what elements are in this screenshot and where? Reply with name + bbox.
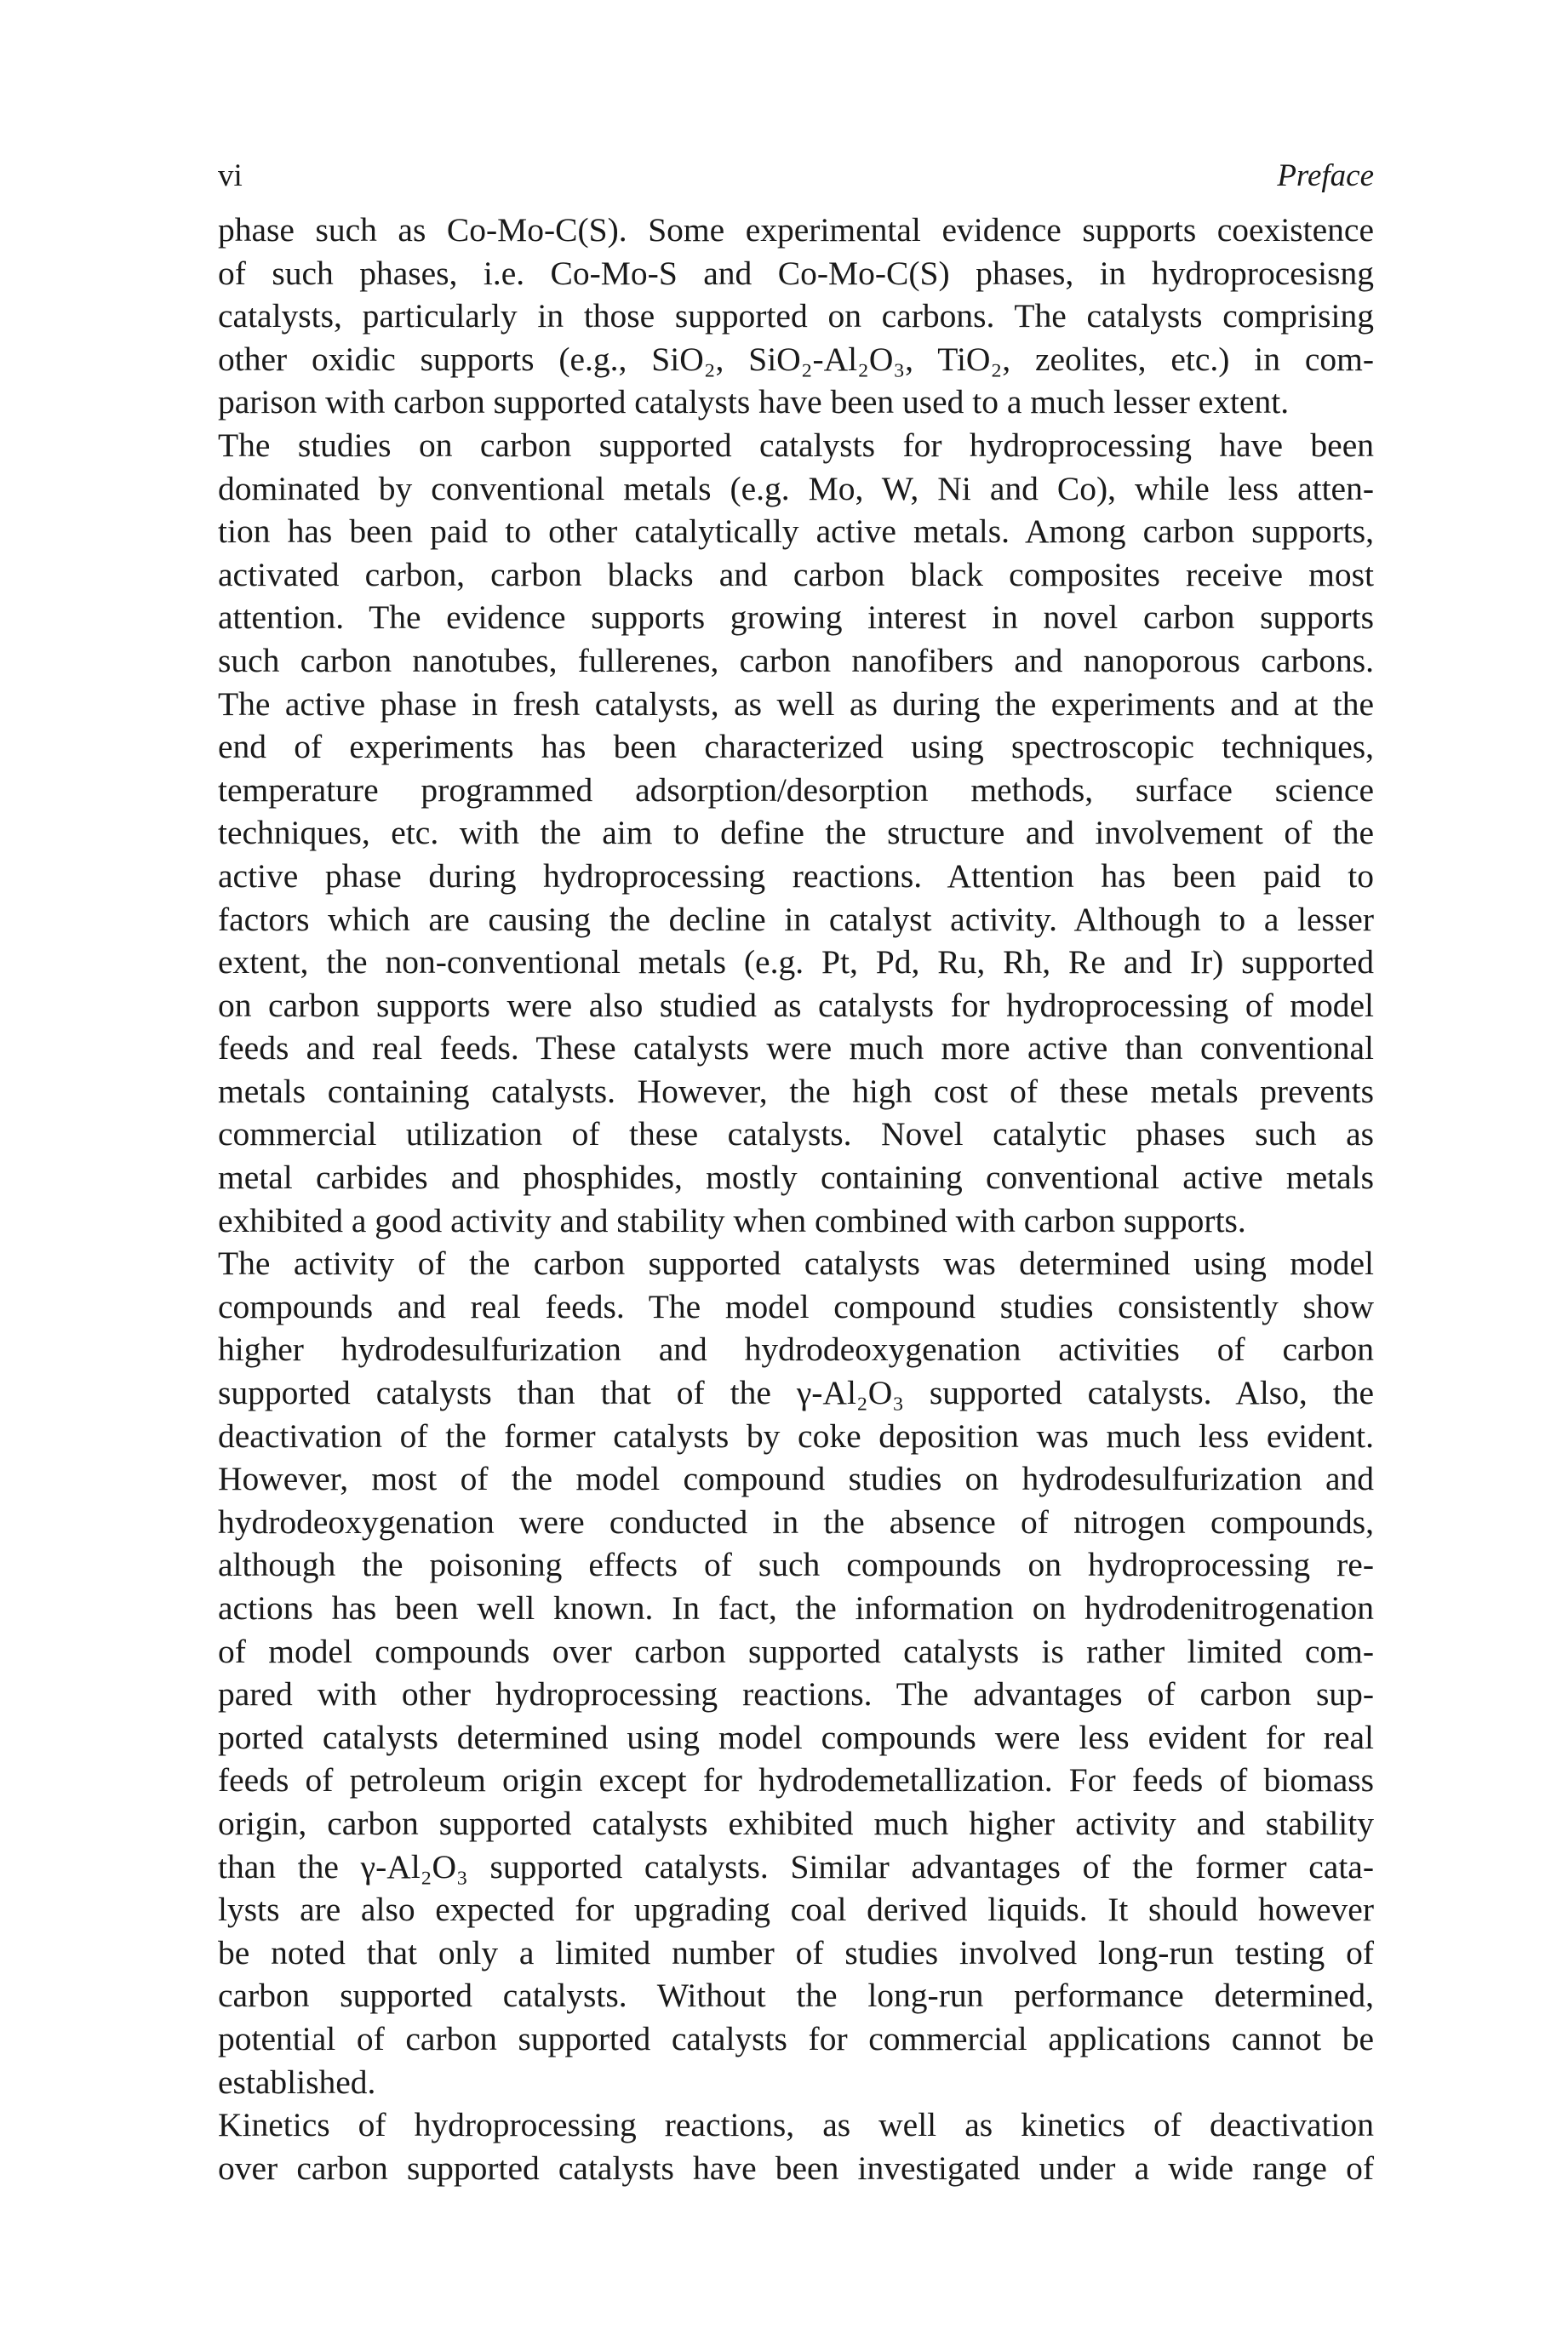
text-line: catalysts, particularly in those supported on carbons. The catalysts comprising (218, 297, 1374, 335)
text-line: over carbon supported catalysts have been investigated under a wide range of (218, 2149, 1374, 2187)
text-line: commercial utilization of these catalysts. Novel catalytic phases such as (218, 1115, 1374, 1153)
text-line: extent, the non-conventional metals (e.g. Pt, Pd, Ru, Rh, Re and Ir) supported (218, 943, 1374, 981)
text-line: deactivation of the former catalysts by coke deposition was much less evident. (218, 1416, 1374, 1455)
text-line: be noted that only a limited number of studies involved long-run testing of (218, 1933, 1374, 1971)
text-line: established. (218, 2063, 376, 2101)
text-line: pared with other hydroprocessing reactions. The advantages of carbon sup- (218, 1675, 1374, 1714)
text-line: on carbon supports were also studied as catalysts for hydroprocessing of model (218, 986, 1374, 1024)
text-line: carbon supported catalysts. Without the long-run performance determined, (218, 1977, 1374, 2015)
text-line: The studies on carbon supported catalysts for hydroprocessing have been (218, 426, 1374, 464)
text-line: activated carbon, carbon blacks and carbon black composites receive most (218, 555, 1374, 593)
text-line: ported catalysts determined using model compounds were less evident for real (218, 1718, 1374, 1756)
text-line: exhibited a good activity and stability when combined with carbon supports. (218, 1201, 1246, 1239)
text-line: lysts are also expected for upgrading coal derived liquids. It should however (218, 1891, 1374, 1929)
paragraph (218, 424, 1374, 1242)
text-line: compounds and real feeds. The model compound studies consistently show (218, 1287, 1374, 1325)
text-line: potential of carbon supported catalysts for commercial applications cannot be (218, 2019, 1374, 2057)
text-line: feeds of petroleum origin except for hydrodemetallization. For feeds of biomass (218, 1761, 1374, 1800)
paragraph (218, 1242, 1374, 2103)
running-title: Preface (1277, 158, 1374, 193)
text-line: However, most of the model compound studies on hydrodesulfurization and (218, 1460, 1374, 1498)
text-line: of model compounds over carbon supported catalysts is rather limited com- (218, 1632, 1374, 1670)
text-line: higher hydrodesulfurization and hydrodeoxygenation activities of carbon (218, 1331, 1374, 1369)
paragraph (218, 209, 1374, 424)
text-line: temperature programmed adsorption/desorption methods, surface science (218, 770, 1374, 809)
text-line: parison with carbon supported catalysts have been used to a much lesser extent. (218, 383, 1290, 421)
text-line: factors which are causing the decline in catalyst activity. Although to a lesser (218, 900, 1374, 938)
text-line: actions has been well known. In fact, the information on hydrodenitrogenation (218, 1589, 1374, 1627)
text-line: although the poisoning effects of such compounds on hydroprocessing re- (218, 1546, 1374, 1584)
page-number: vi (218, 158, 243, 193)
text-line: such carbon nanotubes, fullerenes, carbon nanofibers and nanoporous carbons. (218, 641, 1374, 679)
running-head (218, 157, 1374, 209)
text-line: techniques, etc. with the aim to define the structure and involvement of the (218, 814, 1374, 852)
text-line: feeds and real feeds. These catalysts were much more active than conventional (218, 1029, 1374, 1067)
text-line: tion has been paid to other catalytically active metals. Among carbon supports, (218, 512, 1374, 551)
text-line: metal carbides and phosphides, mostly containing conventional active metals (218, 1159, 1374, 1197)
text-line: supported catalysts than that of the γ-Al₂O₃ supported catalysts. Also, the (218, 1374, 1374, 1412)
text-line: dominated by conventional metals (e.g. Mo, W, Ni and Co), while less atten- (218, 469, 1374, 507)
text-line: origin, carbon supported catalysts exhibited much higher activity and stability (218, 1804, 1374, 1842)
page (218, 157, 1374, 2189)
text-line: than the γ-Al₂O₃ supported catalysts. Similar advantages of the former cata- (218, 1847, 1374, 1886)
text-line: The active phase in fresh catalysts, as well as during the experiments and at the (218, 684, 1374, 723)
text-line: active phase during hydroprocessing reactions. Attention has been paid to (218, 856, 1374, 895)
body-text (218, 209, 1374, 2189)
text-line: The activity of the carbon supported catalysts was determined using model (218, 1245, 1374, 1283)
text-line: hydrodeoxygenation were conducted in the absence of nitrogen compounds, (218, 1502, 1374, 1541)
text-line: Kinetics of hydroprocessing reactions, as well as kinetics of deactivation (218, 2106, 1374, 2144)
text-line: other oxidic supports (e.g., SiO₂, SiO₂-Al₂O₃, TiO₂, zeolites, etc.) in com- (218, 340, 1374, 378)
text-line: of such phases, i.e. Co-Mo-S and Co-Mo-C(S) phases, in hydroprocesisng (218, 254, 1374, 292)
text-line: attention. The evidence supports growing interest in novel carbon supports (218, 598, 1374, 637)
text-line: phase such as Co-Mo-C(S). Some experimental evidence supports coexistence (218, 211, 1374, 249)
text-line: end of experiments has been characterized using spectroscopic techniques, (218, 728, 1374, 766)
paragraph (218, 2103, 1374, 2189)
text-line: metals containing catalysts. However, the high cost of these metals prevents (218, 1072, 1374, 1110)
